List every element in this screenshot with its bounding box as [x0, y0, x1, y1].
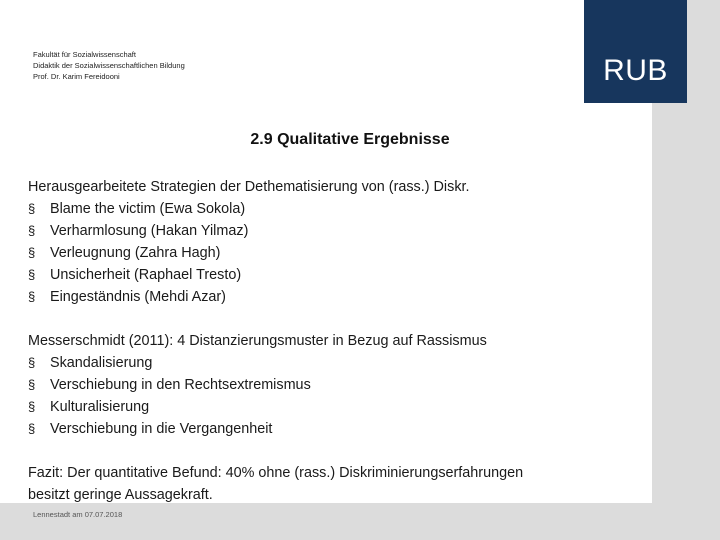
list-item-text: Eingeständnis (Mehdi Azar) [50, 289, 226, 305]
strategies-heading: Herausgearbeitete Strategien der Dethematisierung von (rass.) Diskr. [28, 179, 470, 195]
header-affiliation [33, 49, 185, 82]
list-item [28, 374, 648, 396]
bullet-marker: § [28, 223, 36, 238]
list-item [28, 264, 648, 286]
header-department: Didaktik der Sozialwissenschaftlichen Bildung [33, 61, 185, 70]
header-faculty: Fakultät für Sozialwissenschaft [33, 50, 136, 59]
slide-content [28, 176, 648, 506]
bullet-marker: § [28, 245, 36, 260]
list-item-text: Verleugnung (Zahra Hagh) [50, 245, 221, 261]
list-item-text: Verschiebung in den Rechtsextremismus [50, 377, 311, 393]
bullet-marker: § [28, 421, 36, 436]
bullet-marker: § [28, 399, 36, 414]
list-item-text: Kulturalisierung [50, 399, 150, 415]
list-item-text: Blame the victim (Ewa Sokola) [50, 201, 246, 217]
list-item-text: Verschiebung in die Vergangenheit [50, 421, 273, 437]
list-item [28, 418, 648, 440]
list-item-text: Skandalisierung [50, 355, 153, 371]
rub-logo [584, 0, 687, 103]
list-item [28, 242, 648, 264]
bullet-marker: § [28, 355, 36, 370]
list-item [28, 220, 648, 242]
list-item [28, 352, 648, 374]
bullet-marker: § [28, 289, 36, 304]
header-professor: Prof. Dr. Karim Fereidooni [33, 72, 120, 81]
bottom-gray-band [0, 503, 720, 540]
conclusion-line-2: besitzt geringe Aussagekraft. [28, 487, 213, 503]
bullet-marker: § [28, 267, 36, 282]
distancing-heading: Messerschmidt (2011): 4 Distanzierungsmuster in Bezug auf Rassismus [28, 333, 487, 349]
bullet-marker: § [28, 377, 36, 392]
list-item-text: Unsicherheit (Raphael Tresto) [50, 267, 242, 283]
strategies-section [28, 176, 648, 308]
distancing-section [28, 330, 648, 440]
slide-title: 2.9 Qualitative Ergebnisse [250, 131, 450, 148]
list-item-text: Verharmlosung (Hakan Yilmaz) [50, 223, 249, 239]
footer-date: Lennestadt am 07.07.2018 [33, 510, 123, 519]
bullet-marker: § [28, 201, 36, 216]
list-item [28, 286, 648, 308]
conclusion-line-1: Fazit: Der quantitative Befund: 40% ohne (rass.) Diskriminierungserfahrungen [28, 465, 524, 481]
list-item [28, 396, 648, 418]
list-item [28, 198, 648, 220]
conclusion [28, 462, 648, 506]
rub-logo-text: RUB [603, 54, 668, 87]
